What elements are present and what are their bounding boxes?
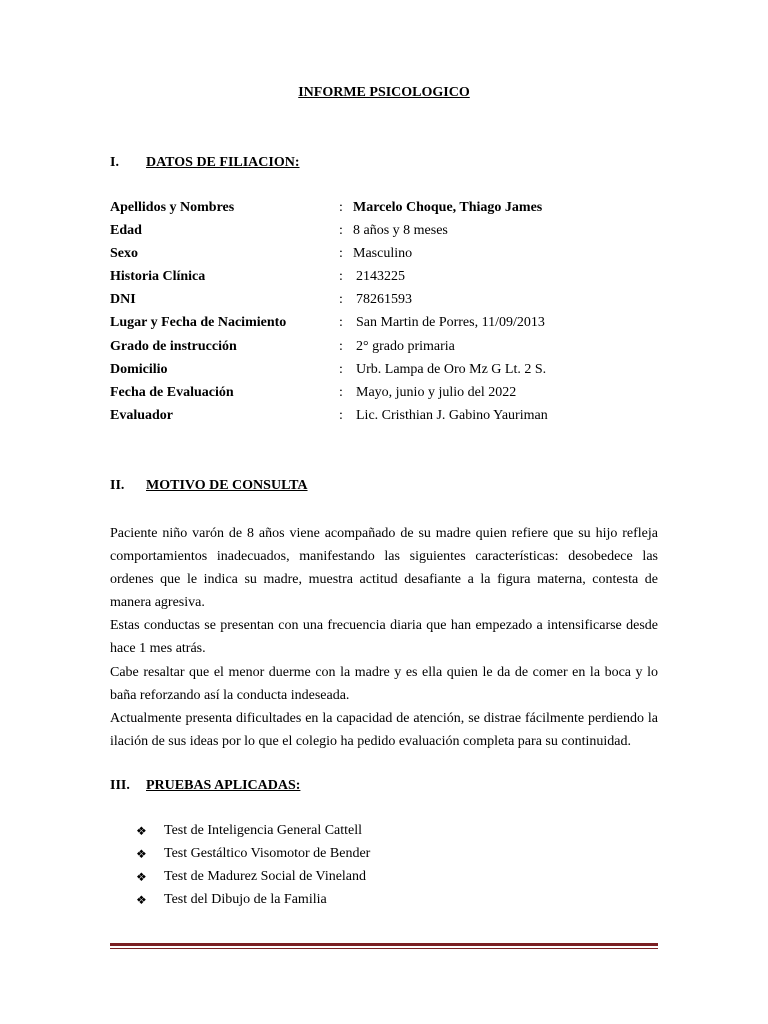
field-row-lugar-fecha-nacimiento bbox=[110, 314, 670, 337]
field-row-apellidos bbox=[110, 199, 670, 222]
field-row-fecha-evaluacion bbox=[110, 384, 670, 407]
field-value: Mayo, junio y julio del 2022 bbox=[356, 384, 517, 400]
field-row-historia-clinica bbox=[110, 268, 670, 291]
field-label: DNI bbox=[110, 292, 136, 308]
section-heading-pruebas bbox=[110, 778, 300, 794]
section-title: PRUEBAS APLICADAS: bbox=[146, 778, 301, 793]
paragraph: Paciente niño varón de 8 años viene acompañado de su madre quien refiere que su hijo refleja comportamientos inadecuados, manifestando las siguientes características: desobedece las ordenes que le indica su madre, muestra actitud desafiante a la figura materna, contesta de manera agresiva. bbox=[110, 526, 658, 611]
field-label: Fecha de Evaluación bbox=[110, 384, 234, 400]
field-value: 2° grado primaria bbox=[356, 338, 455, 354]
diamond-bullet-icon: ❖ bbox=[136, 824, 147, 838]
field-colon: : bbox=[339, 315, 343, 331]
field-colon: : bbox=[339, 223, 343, 239]
field-row-edad bbox=[110, 222, 670, 245]
field-value: Urb. Lampa de Oro Mz G Lt. 2 S. bbox=[356, 361, 547, 377]
field-label: Lugar y Fecha de Nacimiento bbox=[110, 315, 287, 331]
field-colon: : bbox=[339, 200, 343, 215]
section-title: DATOS DE FILIACION: bbox=[146, 155, 300, 170]
field-value: Marcelo Choque, Thiago James bbox=[353, 200, 543, 215]
field-label: Edad bbox=[110, 223, 142, 239]
field-colon: : bbox=[339, 384, 343, 400]
section-heading-motivo bbox=[110, 478, 308, 494]
field-row-dni bbox=[110, 291, 670, 314]
paragraph: Cabe resaltar que el menor duerme con la madre y es ella quien le da de comer en la boca y lo baña reforzando así la conducta indeseada. bbox=[110, 664, 658, 703]
pruebas-list bbox=[136, 822, 370, 914]
field-label: Grado de instrucción bbox=[110, 338, 237, 354]
test-name: Test de Madurez Social de Vineland bbox=[164, 869, 367, 885]
field-value: 8 años y 8 meses bbox=[353, 223, 448, 239]
paragraph: Estas conductas se presentan con una frecuencia diaria que han empezado a intensificarse desde hace 1 mes atrás. bbox=[110, 618, 658, 657]
diamond-bullet-icon: ❖ bbox=[136, 870, 147, 885]
field-value: San Martin de Porres, 11/09/2013 bbox=[356, 315, 545, 331]
filiacion-fields bbox=[110, 199, 670, 430]
field-label: Sexo bbox=[110, 246, 138, 262]
list-item bbox=[136, 891, 370, 914]
list-item bbox=[136, 822, 370, 845]
test-name: Test Gestáltico Visomotor de Bender bbox=[164, 846, 371, 862]
field-row-evaluador bbox=[110, 407, 670, 430]
field-colon: : bbox=[339, 246, 343, 262]
field-label: Domicilio bbox=[110, 361, 168, 377]
footer-rule bbox=[110, 943, 658, 949]
field-value: 2143225 bbox=[356, 269, 405, 285]
field-row-sexo bbox=[110, 245, 670, 268]
field-value: 78261593 bbox=[356, 292, 412, 308]
field-label: Apellidos y Nombres bbox=[110, 200, 235, 215]
list-item bbox=[136, 845, 370, 868]
diamond-bullet-icon: ❖ bbox=[136, 893, 147, 908]
field-row-grado-instruccion bbox=[110, 338, 670, 361]
section-number: I. bbox=[110, 155, 119, 170]
field-colon: : bbox=[339, 407, 343, 423]
section-number: II. bbox=[110, 478, 125, 493]
field-row-domicilio bbox=[110, 361, 670, 384]
field-value: Masculino bbox=[353, 246, 413, 262]
list-item bbox=[136, 868, 370, 891]
field-colon: : bbox=[339, 269, 343, 285]
test-name: Test del Dibujo de la Familia bbox=[164, 892, 327, 908]
field-colon: : bbox=[339, 338, 343, 354]
field-colon: : bbox=[339, 292, 343, 308]
document-title: INFORME PSICOLOGICO bbox=[298, 85, 470, 100]
field-colon: : bbox=[339, 361, 343, 377]
motivo-consulta-text bbox=[110, 522, 658, 753]
field-value: Lic. Cristhian J. Gabino Yauriman bbox=[356, 407, 548, 423]
field-label: Historia Clínica bbox=[110, 269, 206, 285]
paragraph: Actualmente presenta dificultades en la capacidad de atención, se distrae fácilmente perdiendo la ilación de sus ideas por lo que el colegio ha pedido evaluación completa para su continuidad. bbox=[110, 710, 658, 749]
diamond-bullet-icon: ❖ bbox=[136, 847, 147, 862]
section-heading-filiacion bbox=[110, 155, 300, 171]
field-label: Evaluador bbox=[110, 407, 174, 423]
footer-rule-thin-line bbox=[110, 948, 658, 949]
section-title: MOTIVO DE CONSULTA bbox=[146, 478, 308, 493]
section-number: III. bbox=[110, 778, 130, 793]
test-name: Test de Inteligencia General Cattell bbox=[164, 823, 363, 838]
